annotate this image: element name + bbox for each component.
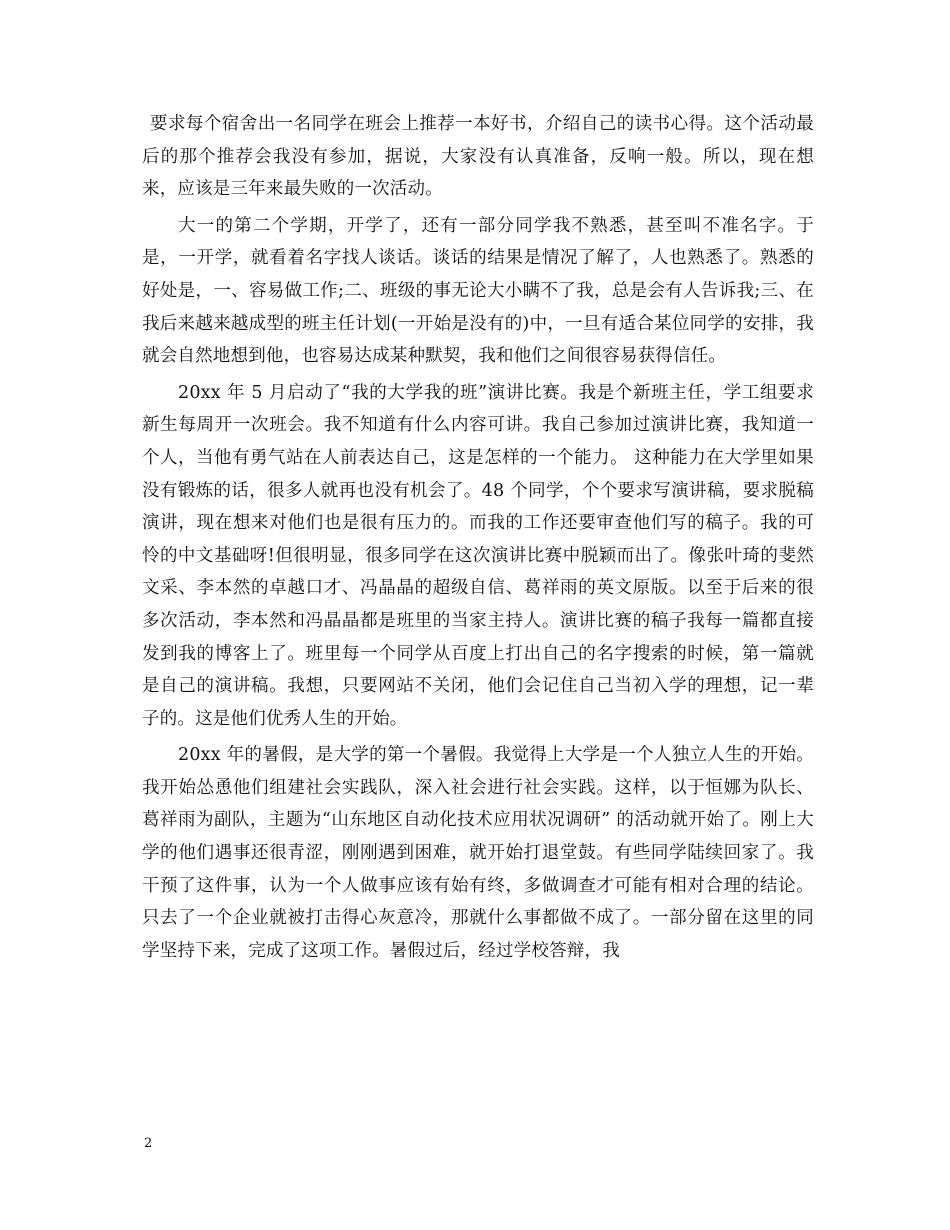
- paragraph-1: 要求每个宿舍出一名同学在班会上推荐一本好书，介绍自己的读书心得。这个活动最后的那个推荐会我没有参加，据说，大家没有认真准备，反响一般。所以，现在想来，应该是三年来最失败的一次活动。: [142, 114, 814, 200]
- paragraph-2: 大一的第二个学期，开学了，还有一部分同学我不熟悉，甚至叫不准名字。于是，一开学，就看着名字找人谈话。谈话的结果是情况了解了，人也熟悉了。熟悉的好处是，一、容易做工作;二、班级的事无论大小瞒不了我，总是会有人告诉我;三、在我后来越来越成型的班主任计划(一开始是没有的)中，一旦有适合某位同学的安排，我就会自然地想到他，也容易达成某种默契，我和他们之间很容易获得信任。: [142, 215, 814, 367]
- paragraph-3: 20xx 年 5 月启动了“我的大学我的班”演讲比赛。我是个新班主任，学工组要求新生每周开一次班会。我不知道有什么内容可讲。我自己参加过演讲比赛，我知道一个人，当他有勇气站在人前表达自己，这是怎样的一个能力。 这种能力在大学里如果没有锻炼的话，很多人就再也没有机会了。48 个同学，个个要求写演讲稿，要求脱稿演讲，现在想来对他们也是很有压力的。而我的工作还要审查他们写的稿子。我的可怜的中文基础呀!但很明显，很多同学在这次演讲比赛中脱颖而出了。像张叶琦的斐然文采、李本然的卓越口才、冯晶晶的超级自信、葛祥雨的英文原版。以至于后来的很多次活动，李本然和冯晶晶都是班里的当家主持人。演讲比赛的稿子我每一篇都直接发到我的博客上了。班里每一个同学从百度上打出自己的名字搜索的时候，第一篇就是自己的演讲稿。我想，只要网站不关闭，他们会记住自己当初入学的理想，记一辈子的。这是他们优秀人生的开始。: [142, 382, 814, 729]
- paragraph-4: 20xx 年的暑假，是大学的第一个暑假。我觉得上大学是一个人独立人生的开始。我开始怂恿他们组建社会实践队，深入社会进行社会实践。这样，以于恒娜为队长、葛祥雨为副队，主题为“山东地区自动化技术应用状况调研” 的活动就开始了。刚上大学的他们遇事还很青涩，刚刚遇到困难，就开始打退堂鼓。有些同学陆续回家了。我干预了这件事，认为一个人做事应该有始有终，多做调查才可能有相对合理的结论。只去了一个企业就被打击得心灰意冷，那就什么事都做不成了。一部分留在这里的同学坚持下来，完成了这项工作。暑假过后，经过学校答辩，我: [142, 745, 814, 961]
- document-body: [142, 108, 814, 967]
- page-number: 2: [144, 1136, 153, 1151]
